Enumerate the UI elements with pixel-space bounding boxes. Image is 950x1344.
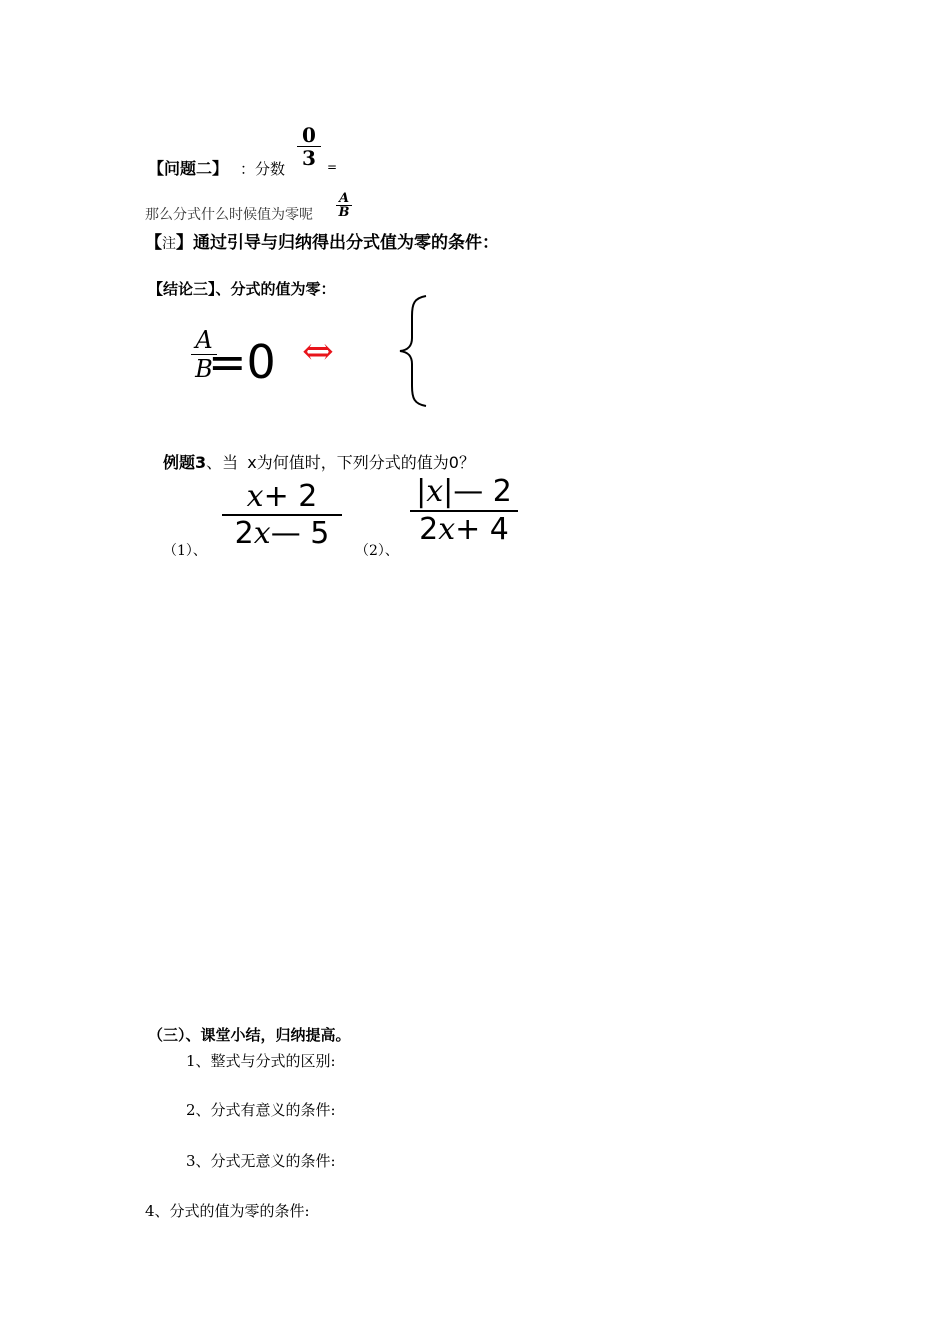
num-rest: |— 2 bbox=[443, 474, 512, 509]
den-variable: x bbox=[438, 512, 456, 547]
summary-item-3: 3、分式无意义的条件: bbox=[186, 1152, 336, 1170]
fraction-numerator: A bbox=[195, 326, 213, 354]
num-variable: x bbox=[246, 479, 264, 514]
example3-qmark: ？ bbox=[458, 453, 475, 472]
example3-text-b: 为何值时，下列分式的值为 bbox=[256, 453, 449, 472]
fraction-denominator: B bbox=[338, 205, 350, 220]
equals-sign: = bbox=[327, 160, 338, 174]
example3-text-a: 、当 bbox=[206, 453, 239, 472]
num-variable: x bbox=[426, 474, 444, 509]
summary-item-4: 4、分式的值为零的条件: bbox=[145, 1202, 310, 1220]
conclusion3-line bbox=[148, 278, 336, 299]
fraction-numerator bbox=[416, 474, 512, 510]
conclusion3-label: 【结论三】 bbox=[148, 280, 216, 298]
note-bracket-open: 【 bbox=[145, 233, 162, 253]
fraction-numerator: 0 bbox=[302, 123, 316, 147]
summary-title: （三）、课堂小结，归纳提高。 bbox=[148, 1026, 351, 1044]
problem2-text: ：分数 bbox=[240, 160, 286, 178]
question-text: 那么分式什么时候值为零呢 bbox=[145, 207, 313, 223]
example3-item1-label: （1）、 bbox=[163, 543, 207, 559]
example3-label: 例题 bbox=[163, 453, 196, 472]
den-variable: x bbox=[253, 516, 271, 551]
conclusion3-text: 、分式的值为零： bbox=[215, 280, 336, 298]
fraction-numerator bbox=[247, 480, 318, 514]
den-rest: + 4 bbox=[455, 512, 509, 547]
example3-zero: 0 bbox=[448, 453, 459, 472]
equals-zero: =0 bbox=[208, 335, 276, 389]
example3-number: 3 bbox=[195, 453, 207, 472]
fraction-a-over-b-small bbox=[334, 192, 354, 219]
example3-line bbox=[163, 450, 475, 473]
fraction-denominator: 3 bbox=[302, 146, 316, 170]
problem2-label: 【问题二】 bbox=[148, 159, 229, 178]
fraction-denominator bbox=[419, 512, 509, 548]
num-rest: + 2 bbox=[263, 479, 318, 514]
fraction-denominator: B bbox=[195, 355, 213, 383]
note-bracket-close: 】 bbox=[176, 233, 193, 253]
note-text: 通过引导与归纳得出分式值为零的条件： bbox=[193, 233, 499, 253]
den-lead: 2 bbox=[234, 516, 254, 551]
example3-item2-fraction bbox=[410, 474, 518, 548]
example3-item1-fraction bbox=[222, 480, 342, 552]
summary-item-1: 1、整式与分式的区别: bbox=[186, 1052, 336, 1070]
fraction-numerator: A bbox=[338, 191, 350, 206]
den-rest: — 5 bbox=[270, 516, 330, 551]
fraction-zero-over-three bbox=[294, 124, 324, 169]
note-line bbox=[145, 228, 499, 253]
curly-brace-icon bbox=[396, 294, 432, 408]
example3-item2-label: （2）、 bbox=[355, 543, 399, 559]
equivalence-arrow-icon: ⇔ bbox=[302, 329, 334, 373]
summary-item-2: 2、分式有意义的条件: bbox=[186, 1101, 336, 1119]
example3-var: x bbox=[247, 453, 257, 472]
note-label: 注 bbox=[162, 236, 176, 252]
fraction-denominator bbox=[235, 516, 330, 552]
abs-bar-left: | bbox=[416, 474, 427, 509]
den-lead: 2 bbox=[419, 512, 439, 547]
